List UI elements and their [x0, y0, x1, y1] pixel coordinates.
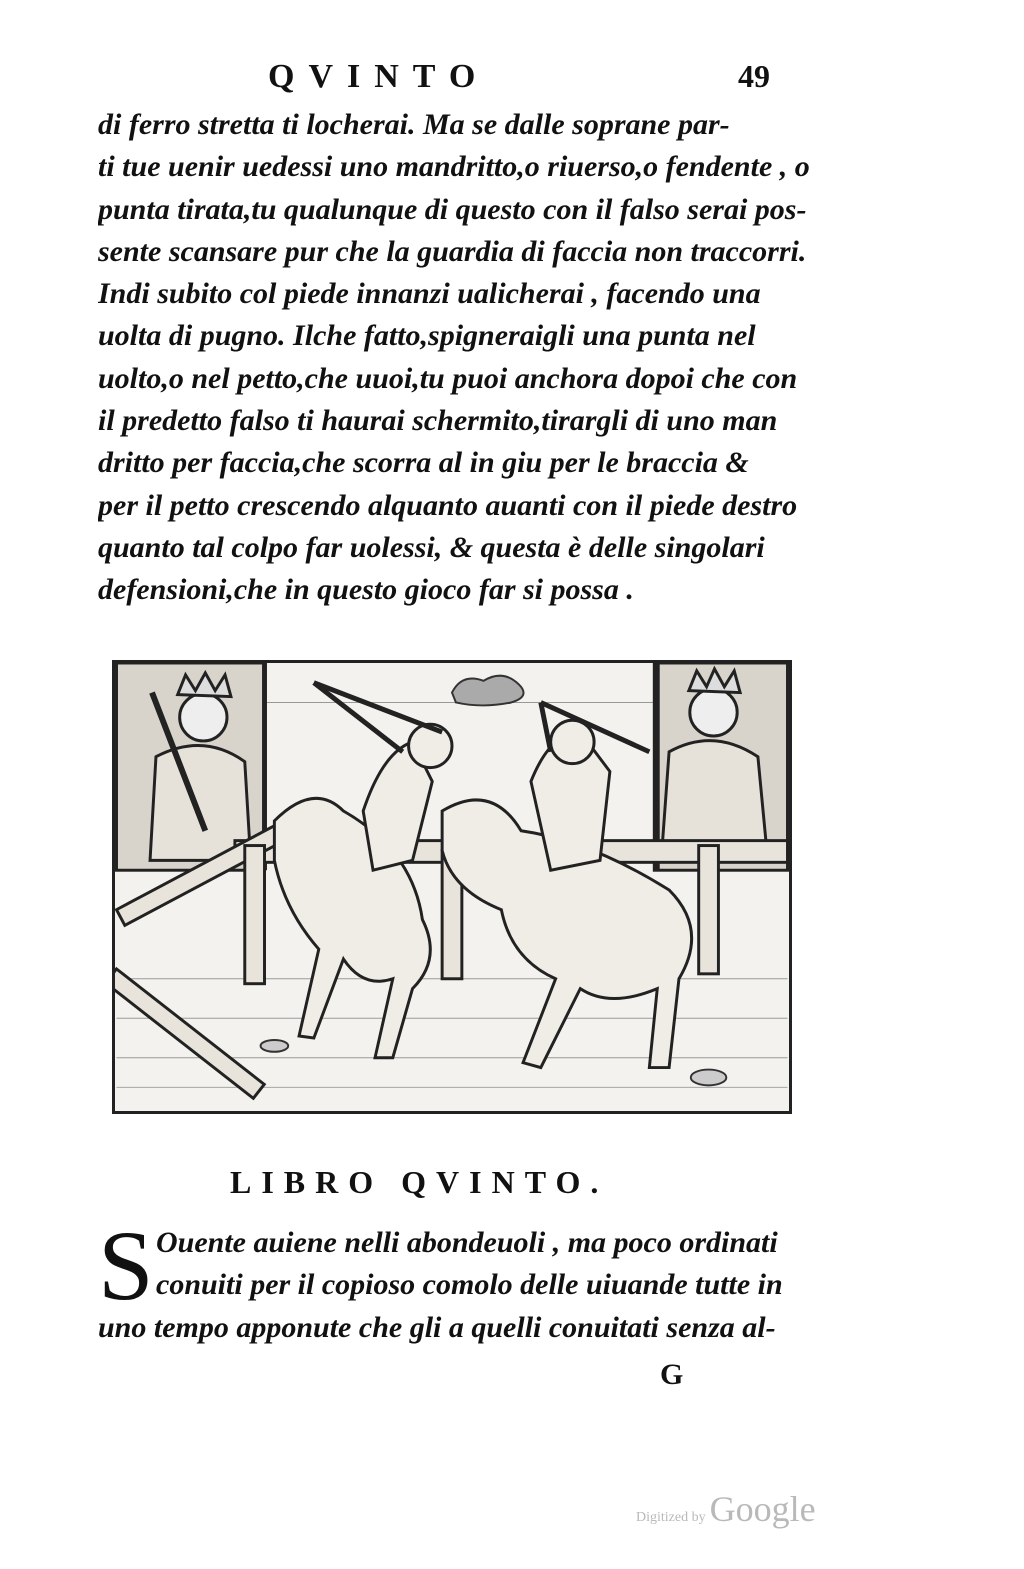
text-line: per il petto crescendo alquanto auanti con il piede destro — [98, 488, 798, 522]
text-line: Ouente auiene nelli abondeuoli , ma poco ordinati — [156, 1226, 778, 1259]
text-line: di ferro stretta ti locherai. Ma se dalle soprane par- — [98, 108, 730, 141]
text-line: il predetto falso ti haurai schermito,tirargli di uno man — [98, 404, 778, 438]
text-line: uolto,o nel petto,che uuoi,tu puoi anchora dopoi che con — [98, 361, 798, 395]
text-line: ti tue uenir uedessi uno mandritto,o riuerso,o fendente , o — [98, 150, 810, 184]
text-line: punta tirata,tu qualunque di questo con il falso serai pos- — [98, 192, 807, 226]
woodcut-joust-image — [115, 663, 789, 1111]
text-line: conuiti per il copioso comolo delle uiuande tutte in — [156, 1268, 783, 1302]
running-head — [268, 58, 828, 98]
text-line: sente scansare pur che la guardia di faccia non traccorri. — [98, 234, 807, 268]
text-line: uolta di pugno. Ilche fatto,spigneraigli una punta nel — [98, 319, 756, 353]
signature-mark: G — [660, 1358, 684, 1391]
text-line: uno tempo apponute che gli a quelli conuitati senza al- — [98, 1310, 776, 1344]
running-title: QVINTO — [268, 58, 490, 95]
section-heading: LIBRO QVINTO. — [230, 1164, 609, 1200]
watermark-brand: Google — [709, 1489, 816, 1529]
digitization-watermark — [636, 1488, 816, 1530]
page-number: 49 — [738, 58, 770, 94]
body-text — [98, 104, 828, 612]
text-line: dritto per faccia,che scorra al in giu per le braccia & — [98, 446, 749, 480]
chapter-text — [98, 1210, 828, 1349]
drop-cap: S — [98, 1210, 154, 1321]
text-line: quanto tal colpo far uolessi, & questa è delle singolari — [98, 530, 765, 564]
text-line: defensioni,che in questo gioco far si possa . — [98, 573, 634, 607]
text-line: Indi subito col piede innanzi ualicherai , facendo una — [98, 277, 761, 311]
watermark-prefix: Digitized by — [636, 1510, 706, 1525]
woodcut-illustration — [112, 660, 792, 1114]
